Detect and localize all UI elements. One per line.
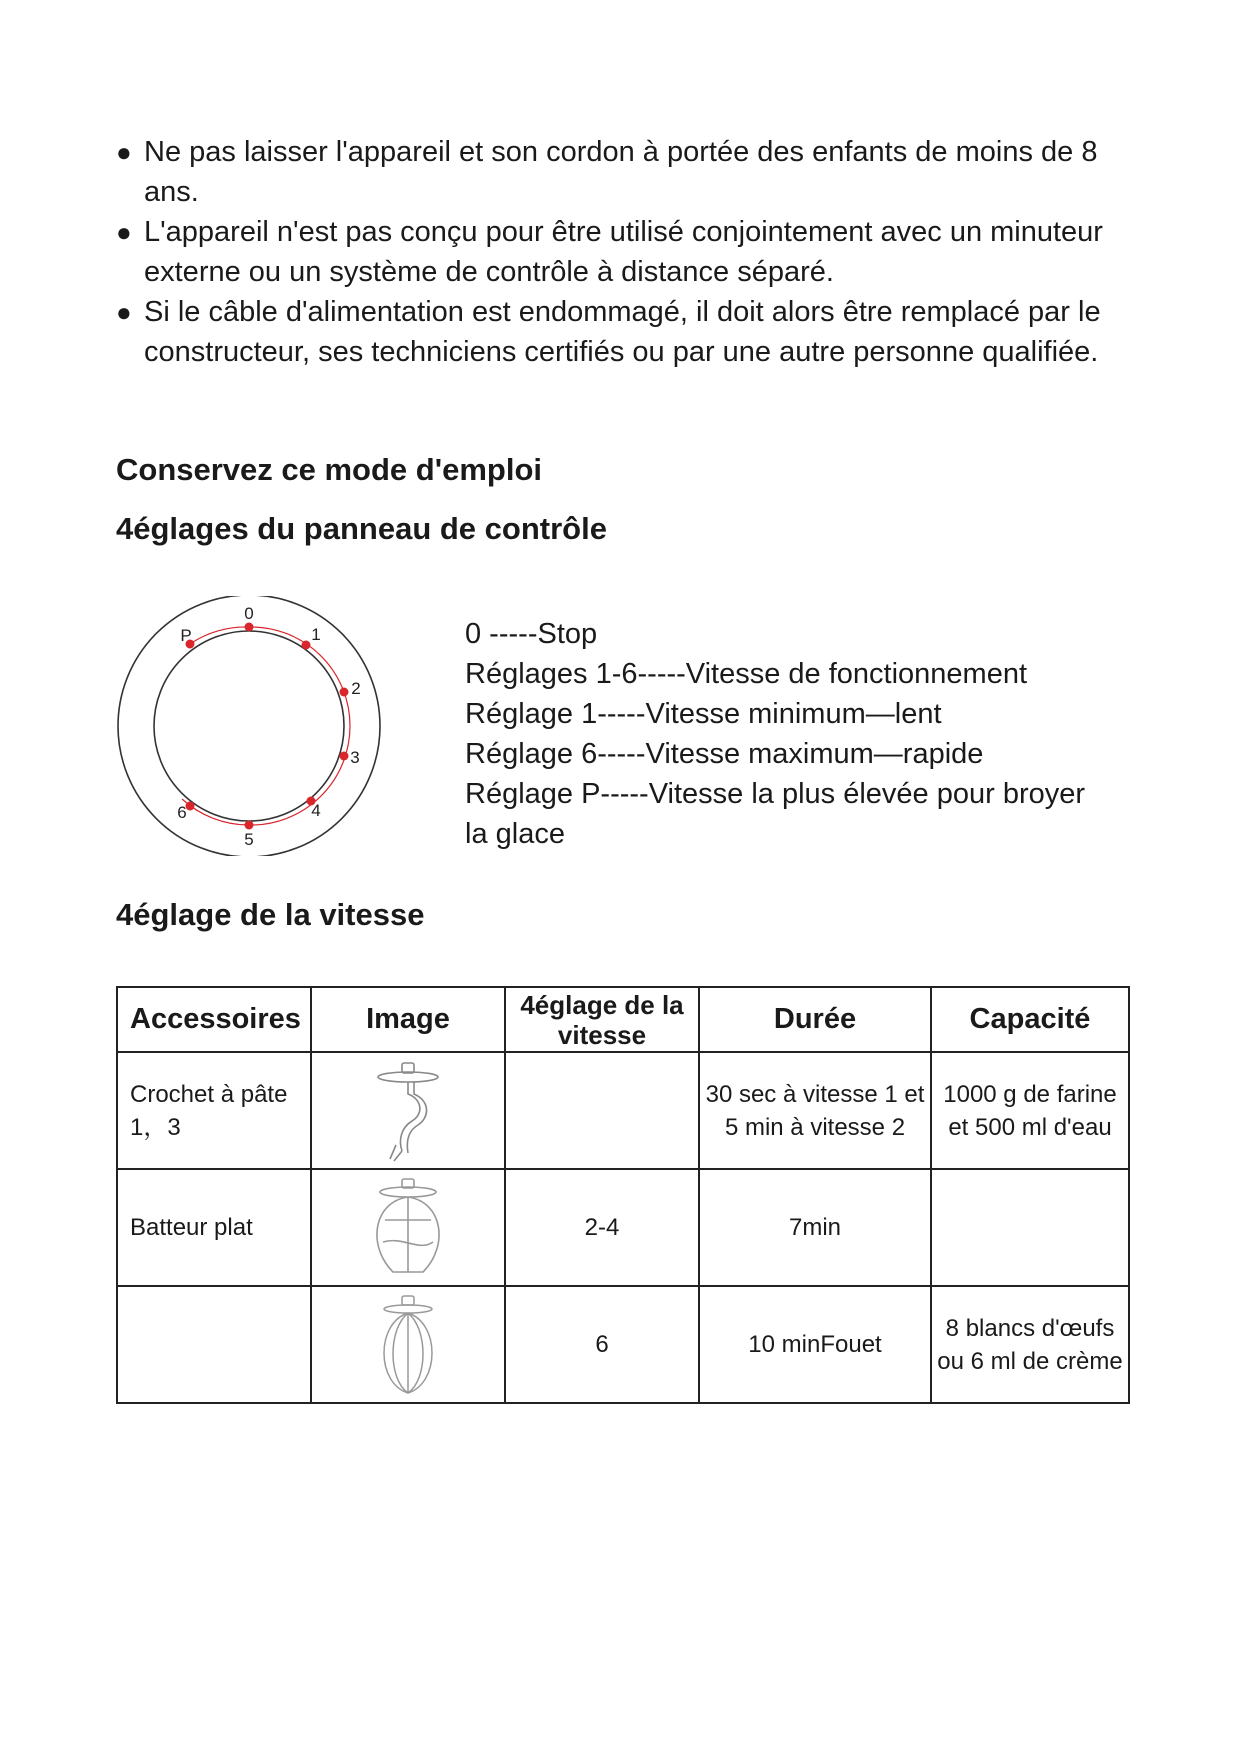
header-capacity: Capacité: [931, 987, 1129, 1052]
dial-marker-0: [245, 623, 254, 632]
bullet-dot-icon: ●: [116, 217, 132, 247]
dial-label-5: 5: [244, 830, 254, 849]
safety-bullet-list: [116, 132, 1126, 372]
table-header-row: [117, 987, 1129, 1052]
dial-label-2: 2: [351, 679, 361, 698]
legend-line: Réglage P-----Vitesse la plus élevée pour broyer: [465, 778, 1086, 810]
header-duration: Durée: [699, 987, 931, 1052]
speed-setting-heading: 4églage de la vitesse: [116, 897, 425, 932]
bullet-item: ● L'appareil n'est pas conçu pour être utilisé conjointement avec un minuteur externe ou un système de contrôle à distance séparé.: [116, 212, 1126, 292]
dial-legend: [465, 614, 1125, 854]
dial-label-4: 4: [311, 801, 321, 820]
duration-cell: 30 sec à vitesse 1 et 5 min à vitesse 2: [699, 1052, 931, 1169]
dial-marker-1: [302, 641, 311, 650]
dial-marker-5: [245, 821, 254, 830]
dial-speed-arc: [182, 627, 350, 825]
dial-label-p: P: [180, 626, 192, 645]
accessory-cell: [117, 1286, 311, 1403]
speed-dial-diagram: [112, 596, 384, 856]
speed-cell: 2-4: [505, 1169, 699, 1286]
table-row: [117, 1169, 1129, 1286]
legend-line: la glace: [465, 818, 565, 850]
whisk-icon: [368, 1293, 448, 1397]
bullet-dot-icon: ●: [116, 297, 132, 327]
flat-beater-icon: [363, 1176, 453, 1280]
bullet-item: ● Ne pas laisser l'appareil et son cordon à portée des enfants de moins de 8 ans.: [116, 132, 1126, 212]
table-row: [117, 1052, 1129, 1169]
dial-label-6: 6: [177, 803, 187, 822]
dial-marker-3: [340, 752, 349, 761]
duration-cell: 7min: [699, 1169, 931, 1286]
dial-label-3: 3: [350, 748, 360, 767]
dial-inner-ring: [154, 631, 344, 821]
legend-line: Réglage 1-----Vitesse minimum—lent: [465, 698, 942, 730]
accessory-cell: Batteur plat: [117, 1169, 311, 1286]
dial-outer-ring: [118, 596, 380, 856]
capacity-cell: 1000 g de farine et 500 ml d'eau: [931, 1052, 1129, 1169]
speed-settings-table: [116, 986, 1130, 1404]
legend-line: 0 -----Stop: [465, 618, 598, 650]
dial-marker-6: [186, 802, 195, 811]
table-row: [117, 1286, 1129, 1403]
dough-hook-icon: [368, 1059, 448, 1163]
duration-cell: 10 minFouet: [699, 1286, 931, 1403]
dial-label-0: 0: [244, 604, 254, 623]
header-image: Image: [311, 987, 505, 1052]
legend-line: Réglages 1-6-----Vitesse de fonctionnement: [465, 658, 1028, 690]
capacity-cell: 8 blancs d'œufs ou 6 ml de crème: [931, 1286, 1129, 1403]
image-cell: [311, 1286, 505, 1403]
legend-line: Réglage 6-----Vitesse maximum—rapide: [465, 738, 984, 770]
image-cell: [311, 1169, 505, 1286]
dial-label-1: 1: [311, 625, 321, 644]
capacity-cell: [931, 1169, 1129, 1286]
bullet-dot-icon: ●: [116, 137, 132, 167]
keep-manual-heading: Conservez ce mode d'emploi: [116, 452, 542, 487]
bullet-item: ● Si le câble d'alimentation est endommagé, il doit alors être remplacé par le constructeur, ses techniciens certifiés ou par une autre personne qualifiée.: [116, 292, 1126, 372]
header-accessories: Accessoires: [117, 987, 311, 1052]
dial-marker-2: [340, 688, 349, 697]
image-cell: [311, 1052, 505, 1169]
speed-cell: 6: [505, 1286, 699, 1403]
control-panel-heading: 4églages du panneau de contrôle: [116, 511, 607, 546]
speed-cell: [505, 1052, 699, 1169]
header-speed: 4églage de la vitesse: [505, 987, 699, 1052]
accessory-cell: Crochet à pâte 1，3: [117, 1052, 311, 1169]
